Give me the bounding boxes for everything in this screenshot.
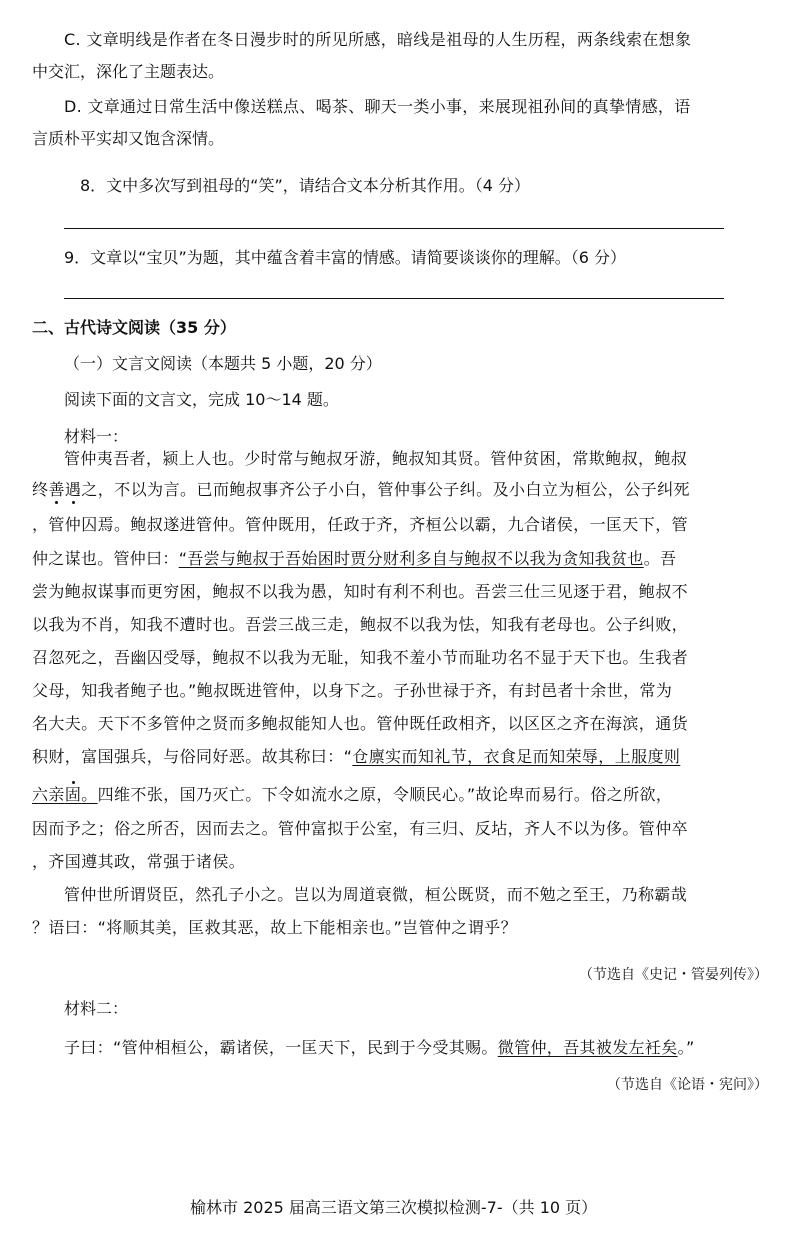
option-d-line-1: D. 文章通过日常生活中像送糕点、喝茶、聊天一类小事，来展现祖孙间的真挚情感，语 bbox=[64, 97, 691, 116]
passage-line-9: 名大夫。天下不多管仲之贤而多鲍叔能知人也。管仲既任政相齐，以区区之齐在海滨，通货 bbox=[32, 714, 689, 733]
answer-line-q8[interactable] bbox=[64, 228, 724, 229]
passage-line-2: 终善遇之，不以为言。已而鲍叔事齐公子小白，管仲事公子纠。及小白立为桓公，公子纠死 bbox=[32, 480, 691, 499]
passage-line-6: 以我为不肖，知我不遭时也。吾尝三战三走，鲍叔不以我为怯，知我有老母也。公子纠败， bbox=[32, 615, 689, 634]
page-footer: 榆林市 2025 届高三语文第三次模拟检测-7-（共 10 页） bbox=[190, 1198, 598, 1217]
passage-line-1: 管仲夷吾者，颍上人也。少时常与鲍叔牙游，鲍叔知其贤。管仲贫困，常欺鲍叔，鲍叔 bbox=[64, 449, 688, 468]
option-c-line-1: C. 文章明线是作者在冬日漫步时的所见所感，暗线是祖母的人生历程，两条线索在想象 bbox=[64, 30, 692, 49]
emphasis-gu: 固 bbox=[64, 785, 82, 804]
underlined-sentence-1: “吾尝与鲍叔于吾始困时贾分财利多自与鲍叔不以我为贪知我贫也 bbox=[178, 549, 644, 568]
passage-line-15: ？语曰：“将顺其美，匡救其恶，故上下能相亲也。”岂管仲之谓乎？ bbox=[32, 918, 517, 937]
passage-line-4: 仲之谋也。管仲曰：“吾尝与鲍叔于吾始困时贾分财利多自与鲍叔不以我为贪知我贫也。吾 bbox=[32, 549, 677, 568]
passage-line-5: 尝为鲍叔谋事而更穷困，鲍叔不以我为愚，知时有利不利也。吾尝三仕三见逐于君，鲍叔不 bbox=[32, 582, 689, 601]
subsection-heading: （一）文言文阅读（本题共 5 小题，20 分） bbox=[64, 354, 382, 373]
passage-line-11: 六亲固。四维不张，国乃灭亡。下令如流水之原，令顺民心。”故论卑而易行。俗之所欲， bbox=[32, 785, 673, 804]
instruction: 阅读下面的文言文，完成 10～14 题。 bbox=[64, 390, 339, 409]
passage-line-12: 因而予之；俗之所否，因而去之。管仲富拟于公室，有三归、反坫，齐人不以为侈。管仲卒 bbox=[32, 819, 689, 838]
emphasis-yu: 遇 bbox=[64, 480, 82, 499]
source-2: （节选自《论语・宪问》） bbox=[607, 1077, 768, 1093]
passage-line-8: 父母，知我者鲍子也。”鲍叔既进管仲，以身下之。子孙世禄于齐，有封邑者十余世，常为 bbox=[32, 681, 673, 700]
passage-line-14: 管仲世所谓贤臣，然孔子小之。岂以为周道衰微，桓公既贤，而不勉之至王，乃称霸哉 bbox=[64, 885, 688, 904]
passage-line-3: ，管仲囚焉。鲍叔遂进管仲。管仲既用，任政于齐，齐桓公以霸，九合诸侯，一匡天下，管 bbox=[32, 515, 689, 534]
material-2-text: 子曰：“管仲相桓公，霸诸侯，一匡天下，民到于今受其赐。微管仲，吾其被发左衽矣。” bbox=[64, 1038, 695, 1057]
question-8: 8．文中多次写到祖母的“笑”，请结合文本分析其作用。（4 分） bbox=[80, 176, 531, 195]
source-1: （节选自《史记・管晏列传》） bbox=[579, 967, 768, 983]
underlined-sentence-2: 仓廪实而知礼节，衣食足而知荣辱，上服度则 bbox=[352, 747, 681, 766]
section-heading: 二、古代诗文阅读（35 分） bbox=[32, 318, 236, 337]
answer-line-q9[interactable] bbox=[64, 298, 724, 299]
material-1-label: 材料一： bbox=[64, 427, 129, 446]
passage-line-13: ，齐国遵其政，常强于诸侯。 bbox=[32, 852, 246, 871]
option-c-line-2: 中交汇，深化了主题表达。 bbox=[32, 62, 225, 81]
underlined-sentence-3: 微管仲，吾其被发左衽矣 bbox=[497, 1038, 678, 1057]
passage-line-10: 积财，富国强兵，与俗同好恶。故其称曰：“仓廪实而知礼节，衣食足而知荣辱，上服度则 bbox=[32, 747, 681, 766]
material-2-label: 材料二： bbox=[64, 999, 129, 1018]
question-9: 9．文章以“宝贝”为题，其中蕴含着丰富的情感。请简要谈谈你的理解。（6 分） bbox=[64, 248, 627, 267]
option-d-line-2: 言质朴平实却又饱含深情。 bbox=[32, 129, 225, 148]
passage-line-7: 召忽死之，吾幽囚受辱，鲍叔不以我为无耻，知我不羞小节而耻功名不显于天下也。生我者 bbox=[32, 648, 689, 667]
emphasis-shan: 善 bbox=[48, 480, 65, 499]
